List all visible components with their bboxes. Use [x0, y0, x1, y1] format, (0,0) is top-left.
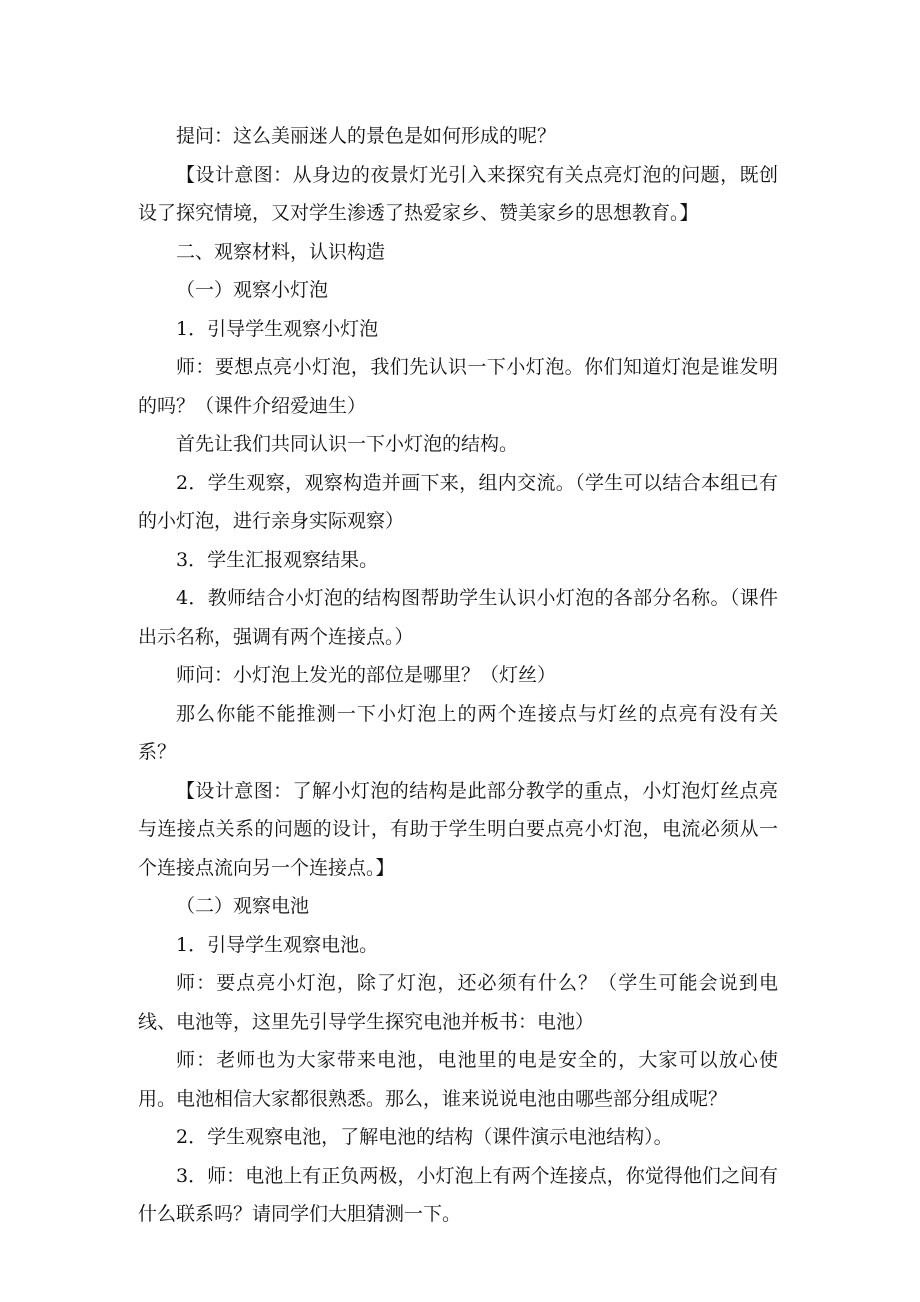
paragraph-step-3: 3．学生汇报观察结果。 — [176, 548, 379, 571]
paragraph-hypothesis: 那么你能不能推测一下小灯泡上的两个连接点与灯丝的点亮有没有关系？ — [138, 702, 778, 763]
subsection-heading-bulb: （一）观察小灯泡 — [176, 279, 329, 301]
paragraph-teacher-2: 师：要点亮小灯泡，除了灯泡，还必须有什么？（学生可能会说到电线、电池等，这里先引导学生探究电池并板书：电池） — [138, 972, 778, 1033]
paragraph-teacher-3: 师：老师也为大家带来电池，电池里的电是安全的，大家可以放心使用。电池相信大家都很熟悉。那么，谁来说说电池由哪些部分组成呢？ — [138, 1049, 778, 1110]
paragraph-step-2: 2．学生观察，观察构造并画下来，组内交流。（学生可以结合本组已有的小灯泡，进行亲身实际观察） — [138, 471, 778, 532]
paragraph-design-intent-1: 【设计意图：从身边的夜景灯光引入来探究有关点亮灯泡的问题，既创设了探究情境，又对学生渗透了热爱家乡、赞美家乡的思想教育。】 — [138, 163, 778, 224]
paragraph-battery-step-1: 1．引导学生观察电池。 — [176, 933, 379, 956]
subsection-heading-battery: （二）观察电池 — [176, 895, 310, 917]
paragraph-battery-step-3: 3．师：电池上有正负两极，小灯泡上有两个连接点，你觉得他们之间有什么联系吗？请同学们大胆猜测一下。 — [138, 1164, 778, 1225]
paragraph-teacher-question: 师问：小灯泡上发光的部位是哪里？（灯丝） — [176, 664, 557, 686]
paragraph-structure-intro: 首先让我们共同认识一下小灯泡的结构。 — [176, 433, 519, 455]
paragraph-question: 提问：这么美丽迷人的景色是如何形成的呢？ — [176, 125, 557, 147]
document-body — [138, 117, 778, 1234]
paragraph-battery-step-2: 2．学生观察电池，了解电池的结构（课件演示电池结构）。 — [176, 1126, 673, 1148]
section-heading-2: 二、观察材料，认识构造 — [176, 240, 386, 263]
paragraph-step-4: 4．教师结合小灯泡的结构图帮助学生认识小灯泡的各部分名称。（课件出示名称，强调有两个连接点。） — [138, 587, 778, 648]
paragraph-teacher-1: 师：要想点亮小灯泡，我们先认识一下小灯泡。你们知道灯泡是谁发明的吗？（课件介绍爱迪生） — [138, 356, 778, 417]
paragraph-step-1: 1．引导学生观察小灯泡 — [176, 317, 379, 340]
paragraph-design-intent-2: 【设计意图：了解小灯泡的结构是此部分教学的重点，小灯泡灯丝点亮与连接点关系的问题的设计，有助于学生明白要点亮小灯泡，电流必须从一个连接点流向另一个连接点。】 — [138, 779, 778, 879]
